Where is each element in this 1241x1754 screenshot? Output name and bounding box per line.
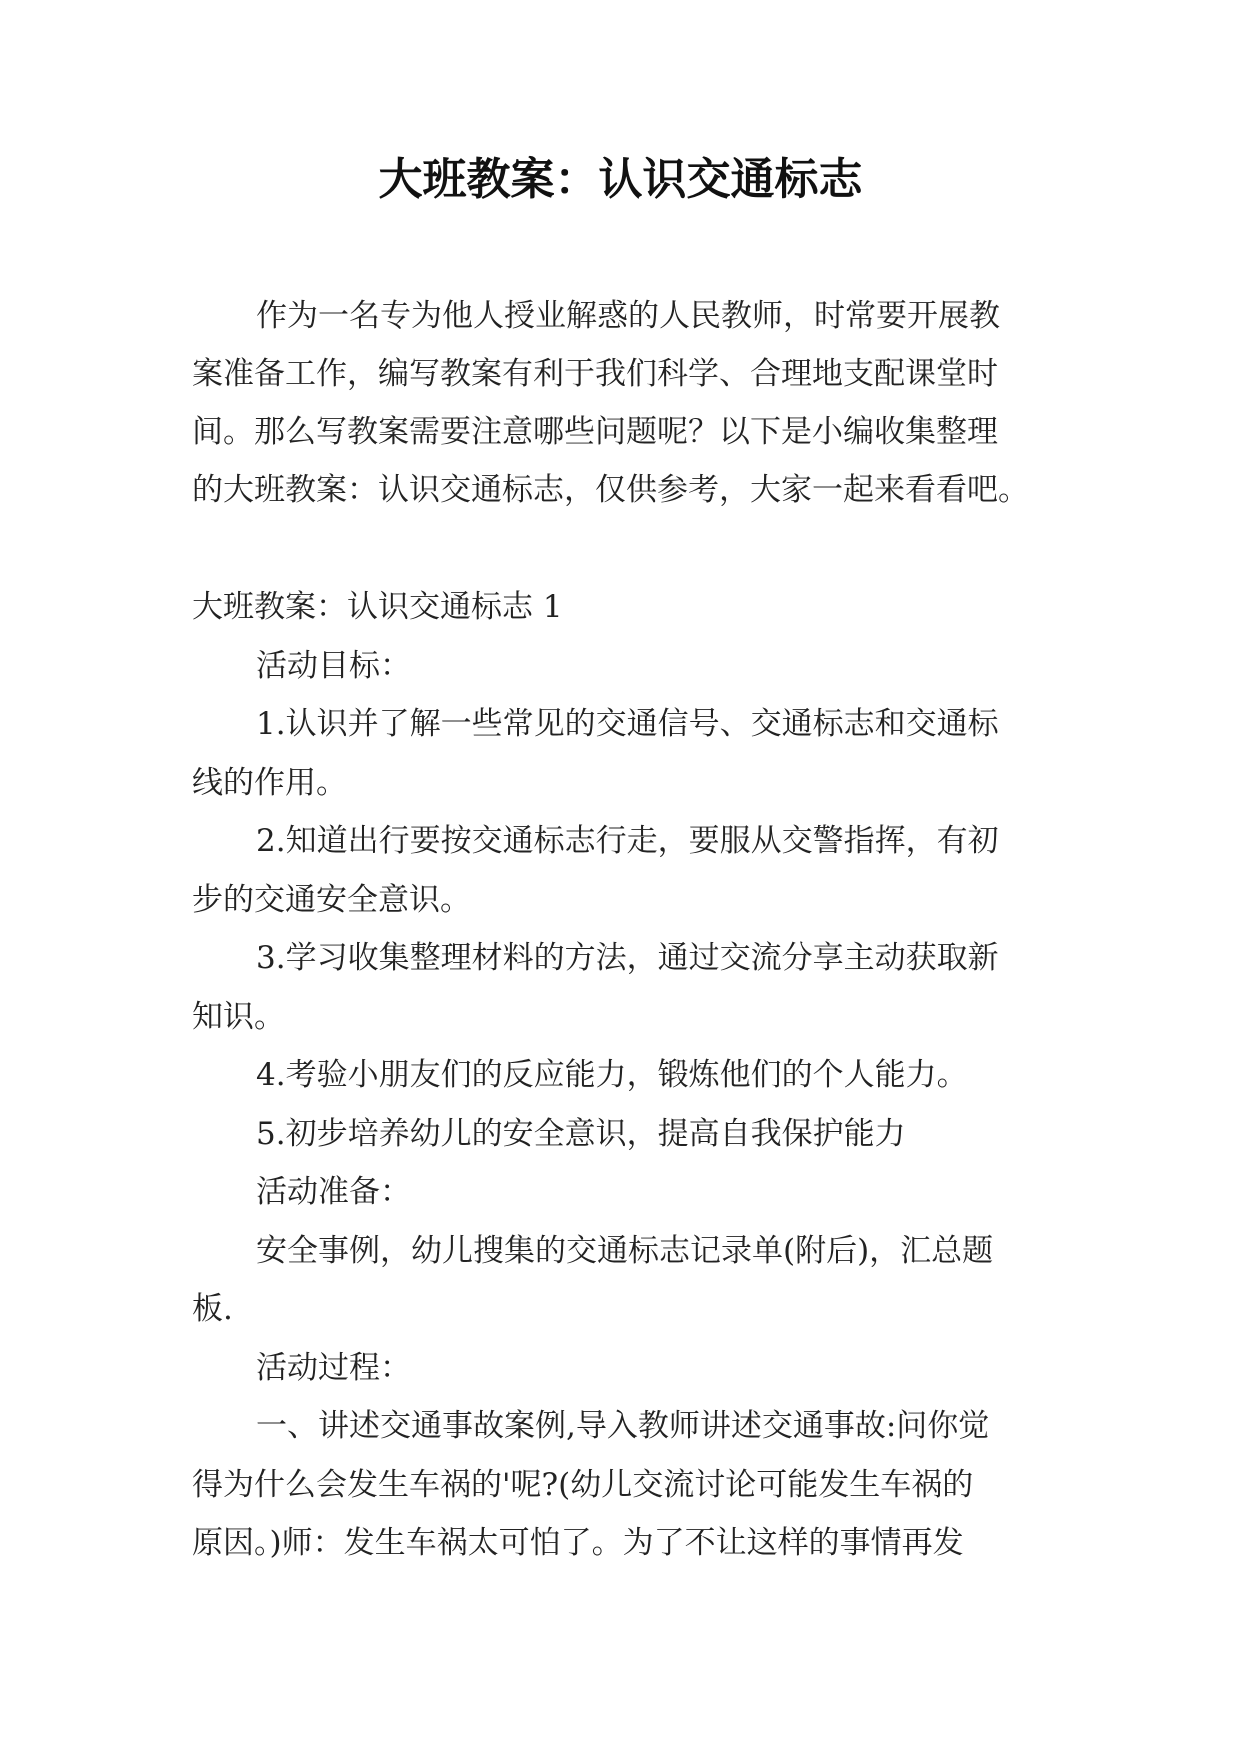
intro-line: 的大班教案：认识交通标志，仅供参考，大家一起来看看吧。 <box>192 472 1029 508</box>
intro-paragraph <box>192 287 1052 519</box>
objective-line: 1.认识并了解一些常见的交通信号、交通标志和交通标 <box>256 706 999 742</box>
objective-line: 线的作用。 <box>192 764 347 801</box>
preparation-line: 安全事例，幼儿搜集的交通标志记录单(附后)，汇总题 <box>256 1232 994 1269</box>
objective-line: 5.初步培养幼儿的安全意识，提高自我保护能力 <box>256 1115 906 1152</box>
objective-line: 步的交通安全意识。 <box>192 881 471 918</box>
objective-line: 2.知道出行要按交通标志行走，要服从交警指挥，有初 <box>256 823 999 859</box>
objective-line: 4.考验小朋友们的反应能力，锻炼他们的个人能力。 <box>256 1057 968 1093</box>
objectives-heading: 活动目标： <box>256 647 411 684</box>
objective-line: 知识。 <box>192 998 285 1035</box>
process-heading: 活动过程： <box>256 1349 411 1386</box>
lesson-plan-section <box>192 578 1052 1573</box>
preparation-heading: 活动准备： <box>256 1174 411 1210</box>
process-line: 一、讲述交通事故案例,导入教师讲述交通事故:问你觉 <box>256 1408 990 1444</box>
objective-line: 3.学习收集整理材料的方法，通过交流分享主动获取新 <box>256 940 999 976</box>
intro-line: 间。那么写教案需要注意哪些问题呢？以下是小编收集整理 <box>192 414 998 450</box>
intro-line: 案准备工作，编写教案有利于我们科学、合理地支配课堂时 <box>192 356 998 392</box>
process-line: 得为什么会发生车祸的'呢?(幼儿交流讨论可能发生车祸的 <box>192 1466 974 1503</box>
process-line: 原因。)师：发生车祸太可怕了。为了不让这样的事情再发 <box>192 1525 964 1561</box>
preparation-line: 板. <box>192 1291 233 1327</box>
intro-line: 作为一名专为他人授业解惑的人民教师，时常要开展教 <box>256 298 1000 334</box>
document-title: 大班教案：认识交通标志 <box>378 154 863 205</box>
section-heading: 大班教案：认识交通标志 1 <box>192 589 563 625</box>
